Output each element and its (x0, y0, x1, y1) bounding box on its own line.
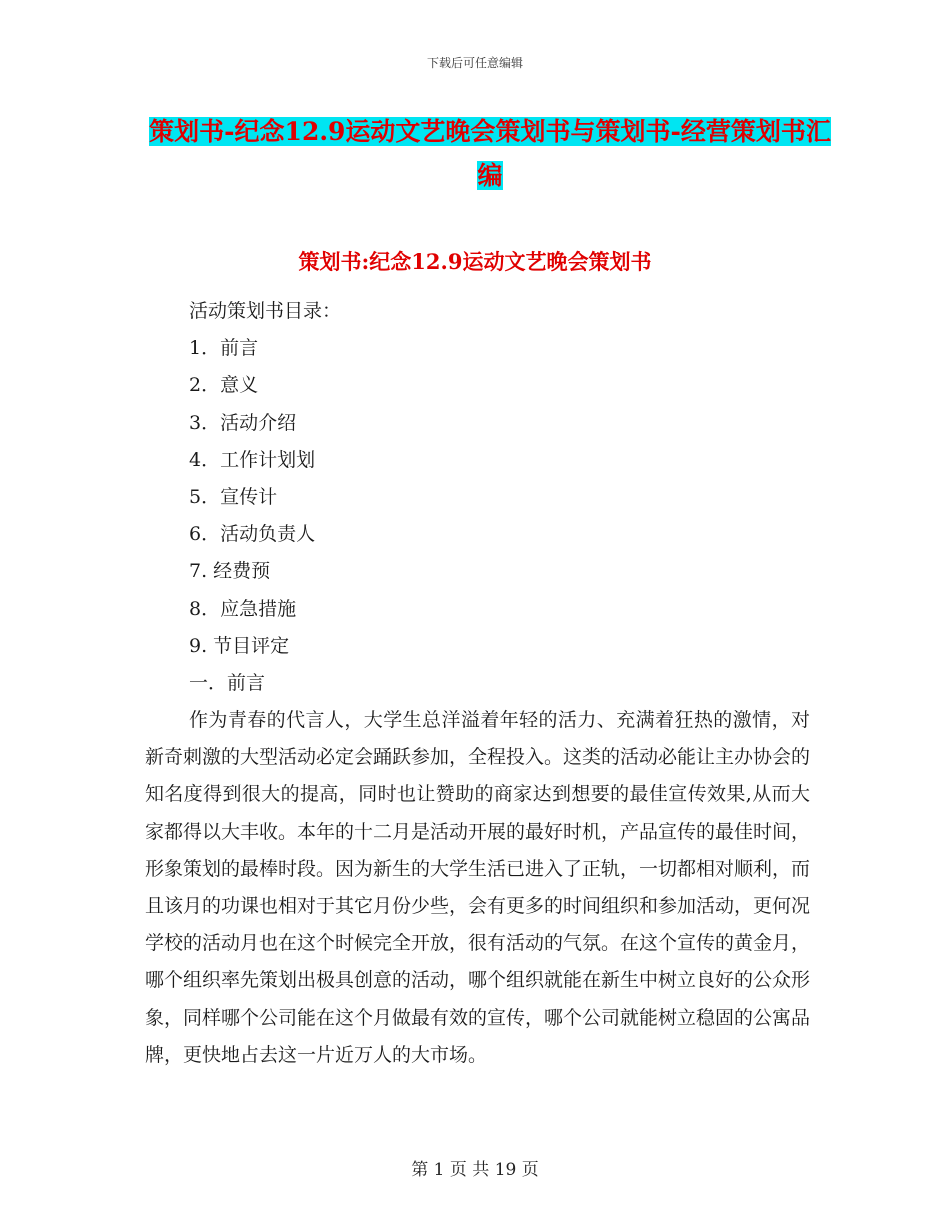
toc-item: 6．活动负责人 (189, 523, 316, 546)
toc-item: 8．应急措施 (189, 597, 297, 620)
toc-item: 1．前言 (189, 337, 259, 360)
toc-heading: 活动策划书目录： (189, 300, 342, 322)
toc-item: 2．意义 (189, 374, 259, 397)
document-title (140, 110, 840, 198)
toc-item: 5．宣传计 (189, 485, 278, 508)
preface-heading: 一．前言 (189, 671, 266, 694)
document-body (145, 293, 810, 1074)
page-header-note: 下载后可任意编辑 (426, 56, 523, 70)
document-title-text: 策划书-纪念12.9运动文艺晚会策划书与策划书-经营策划书汇编 (149, 117, 831, 190)
preface-paragraph: 作为青春的代言人，大学生总洋溢着年轻的活力、充满着狂热的激情，对新奇刺激的大型活动必定会踊跃参加，全程投入。这类的活动必能让主办协会的知名度得到很大的提高，同时也让赞助的商家达到想要的最佳宣传效果,从而大家都得以大丰收。本年的十二月是活动开展的最好时机，产品宣传的最佳时间，形象策划的最棒时段。因为新生的大学生活已进入了正轨，一切都相对顺利，而且该月的功课也相对于其它月份少些，会有更多的时间组织和参加活动，更何况学校的活动月也在这个时候完全开放，很有活动的气氛。在这个宣传的黄金月，哪个组织率先策划出极具创意的活动，哪个组织就能在新生中树立良好的公众形象，同样哪个公司能在这个月做最有效的宣传，哪个公司就能树立稳固的公寓品牌，更快地占去这一片近万人的大市场。 (145, 709, 811, 1066)
toc-item: 3．活动介绍 (189, 411, 297, 434)
toc-item: 7. 经费预 (189, 560, 271, 583)
page-number-footer: 第 1 页 共 19 页 (411, 1160, 539, 1180)
section-title: 策划书:纪念12.9运动文艺晚会策划书 (298, 249, 652, 274)
toc-item: 4．工作计划划 (189, 448, 316, 471)
toc-item: 9. 节目评定 (189, 634, 290, 657)
